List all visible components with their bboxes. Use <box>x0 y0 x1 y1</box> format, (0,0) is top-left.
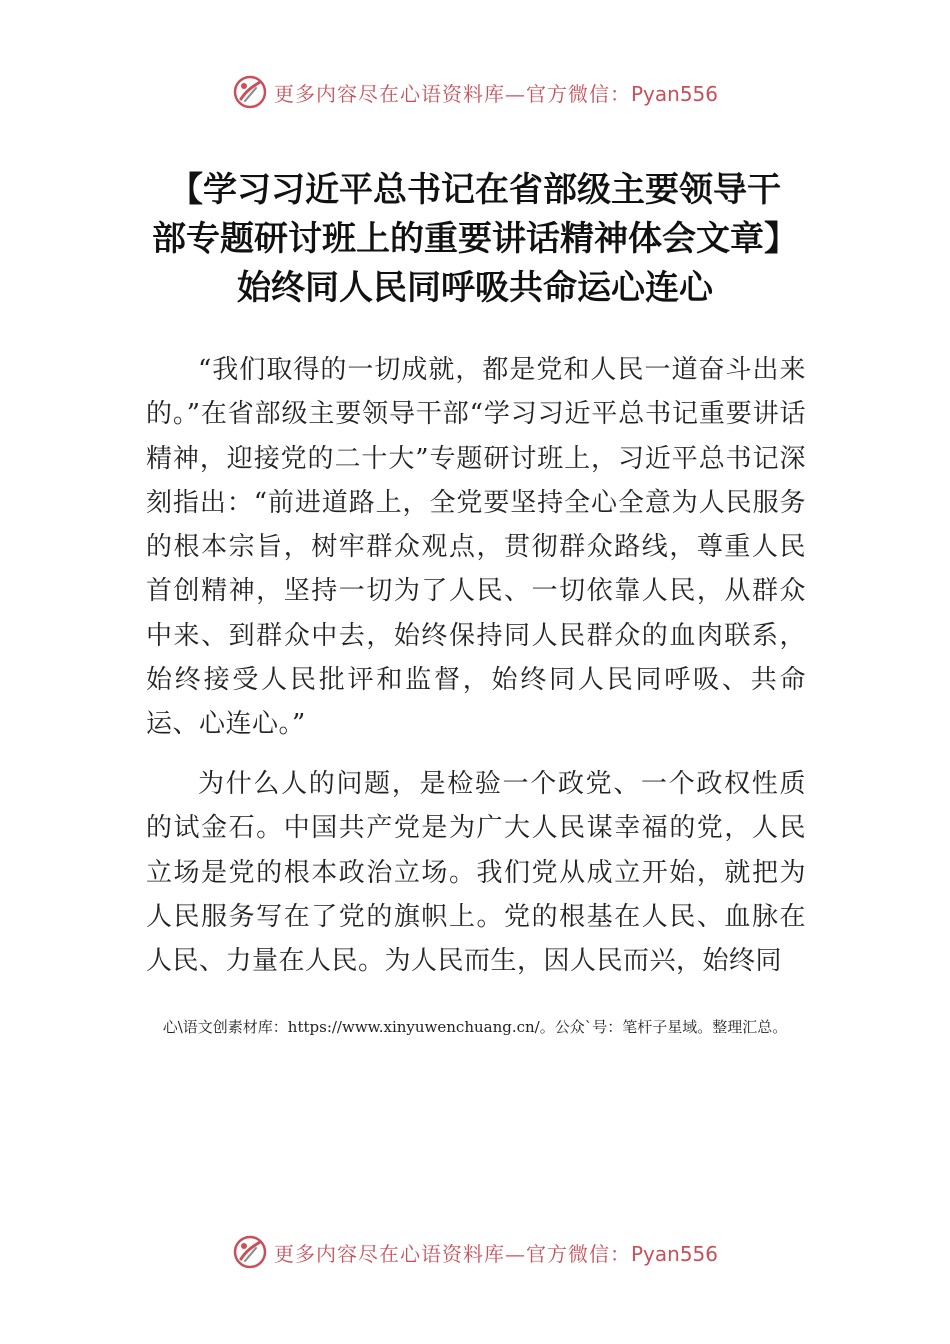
source-note: 心\语文创素材库：https://www.xinyuwenchuang.cn/。公众`号：笔杆子星域。整理汇总。 <box>162 1018 788 1036</box>
title-line-1: 【学习习近平总书记在省部级主要领导干 <box>169 170 781 210</box>
title-line-3: 始终同人民同呼吸共命运心连心 <box>237 268 713 308</box>
wechat-id: Pyan556 <box>630 81 718 106</box>
brand-logo-icon <box>232 1234 268 1270</box>
document-title <box>120 166 830 313</box>
body-paragraph-1: “我们取得的一切成就，都是党和人民一道奋斗出来的。”在省部级主要领导干部“学习习近平总书记重要讲话精神，迎接党的二十大”专题研讨班上，习近平总书记深刻指出：“前进道路上，全党要坚持全心全意为人民服务的根本宗旨，树牢群众观点，贯彻群众路线，尊重人民首创精神，坚持一切为了人民、一切依靠人民，从群众中来、到群众中去，始终保持同人民群众的血肉联系，始终接受人民批评和监督，始终同人民同呼吸、共命运、心连心。” <box>146 355 806 740</box>
wechat-id: Pyan556 <box>630 1241 718 1266</box>
title-line-2: 部专题研讨班上的重要讲话精神体会文章】 <box>152 219 798 259</box>
watermark-text: 更多内容尽在心语资料库—官方微信：Pyan556 <box>273 1241 718 1266</box>
watermark-header <box>0 72 950 112</box>
watermark-text: 更多内容尽在心语资料库—官方微信：Pyan556 <box>273 81 718 106</box>
watermark-footer <box>0 1232 950 1272</box>
brand-logo-icon <box>232 74 268 110</box>
body-paragraph-2: 为什么人的问题，是检验一个政党、一个政权性质的试金石。中国共产党是为广大人民谋幸福的党，人民立场是党的根本政治立场。我们党从成立开始，就把为人民服务写在了党的旗帜上。党的根基在人民、血脉在人民、力量在人民。为人民而生，因人民而兴，始终同 <box>146 769 806 977</box>
